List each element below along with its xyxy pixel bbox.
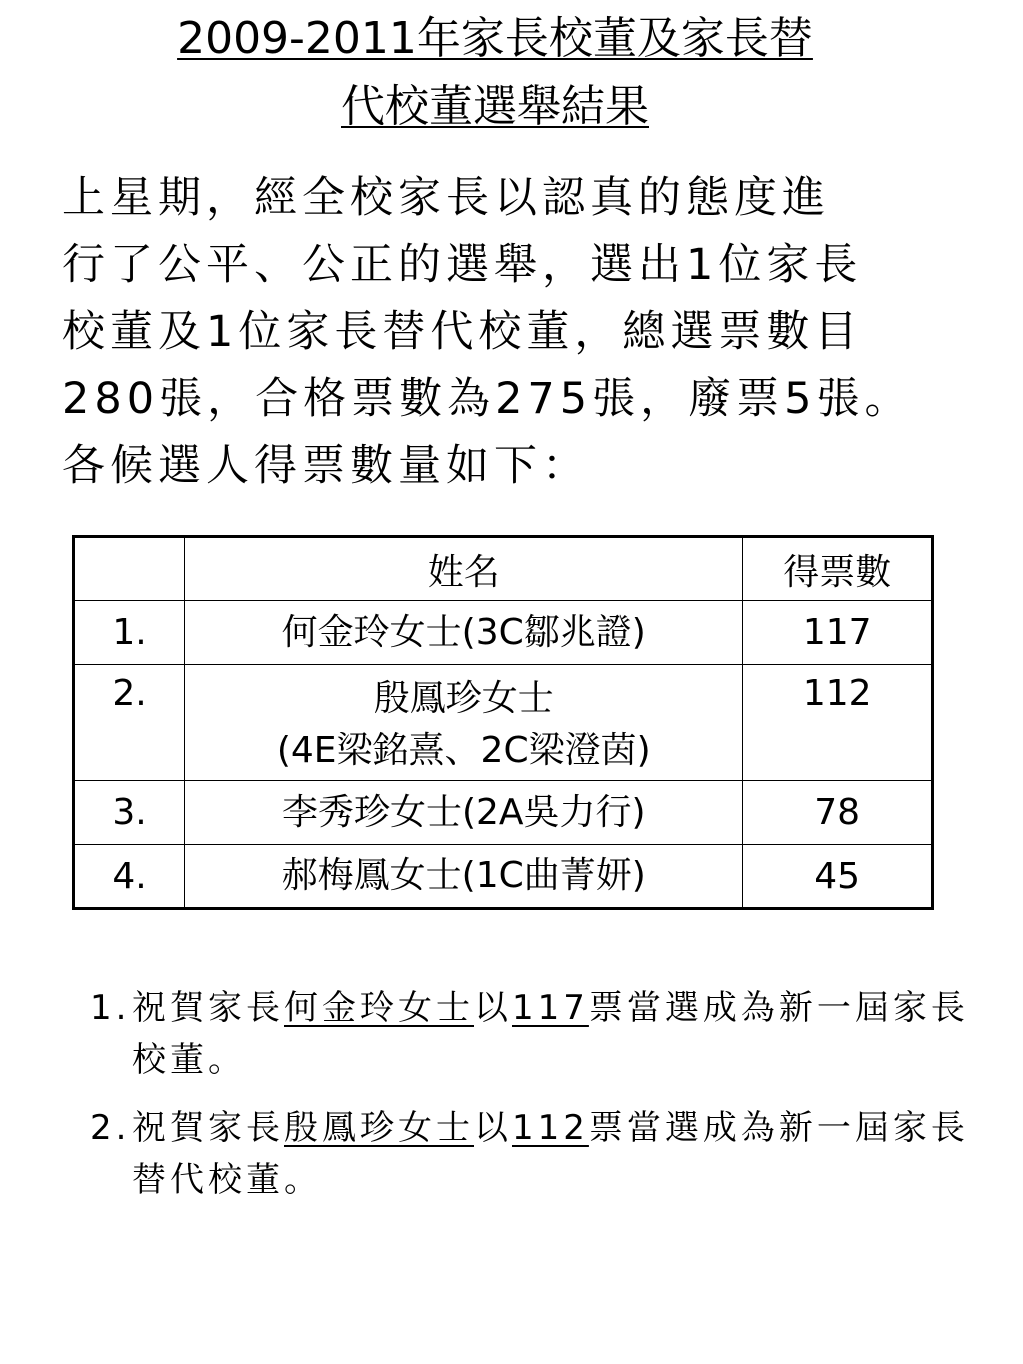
page-title-line-2: 代校董選舉結果	[341, 81, 649, 132]
winner-votes: 112	[512, 1108, 589, 1148]
row-index: 2.	[74, 665, 185, 781]
table-header-row	[74, 537, 933, 601]
note-text: 祝賀家長殷鳳珍女士以112票當選成為新一屆家長替代校董。	[132, 1108, 969, 1200]
list-item	[90, 982, 970, 1086]
row-name: 殷鳳珍女士 (4E梁銘熹、2C梁澄茵)	[185, 665, 743, 781]
intro-line: 各候選人得票數量如下：	[62, 441, 590, 491]
winner-votes: 117	[512, 988, 589, 1028]
page-title-line-1: 2009-2011年家長校董及家長替	[177, 13, 813, 64]
congratulation-notes	[90, 982, 970, 1222]
note-number: 2.	[90, 1108, 131, 1148]
intro-paragraph	[62, 165, 992, 500]
header-name: 姓名	[185, 537, 743, 601]
intro-line: 280張，合格票數為275張，廢票5張。	[62, 374, 913, 424]
table-row	[74, 781, 933, 845]
row-index: 4.	[74, 845, 185, 909]
row-votes: 45	[743, 845, 933, 909]
row-index: 3.	[74, 781, 185, 845]
intro-line: 上星期，經全校家長以認真的態度進	[62, 173, 830, 223]
row-name: 郝梅鳳女士(1C曲菁妍)	[185, 845, 743, 909]
header-votes: 得票數	[743, 537, 933, 601]
row-index: 1.	[74, 601, 185, 665]
results-table	[72, 535, 934, 910]
intro-line: 校董及1位家長替代校董，總選票數目	[62, 307, 863, 357]
table-row	[74, 845, 933, 909]
table-row	[74, 601, 933, 665]
row-votes: 78	[743, 781, 933, 845]
note-text: 祝賀家長何金玲女士以117票當選成為新一屆家長校董。	[132, 988, 969, 1080]
row-name: 李秀珍女士(2A吳力行)	[185, 781, 743, 845]
row-votes: 117	[743, 601, 933, 665]
list-item	[90, 1102, 970, 1206]
winner-name: 殷鳳珍女士	[284, 1108, 474, 1148]
winner-name: 何金玲女士	[284, 988, 474, 1028]
note-number: 1.	[90, 988, 131, 1028]
row-votes: 112	[743, 665, 933, 781]
table-row	[74, 665, 933, 781]
header-index	[74, 537, 185, 601]
row-name: 何金玲女士(3C鄒兆證)	[185, 601, 743, 665]
intro-line: 行了公平、公正的選舉，選出1位家長	[62, 240, 863, 290]
